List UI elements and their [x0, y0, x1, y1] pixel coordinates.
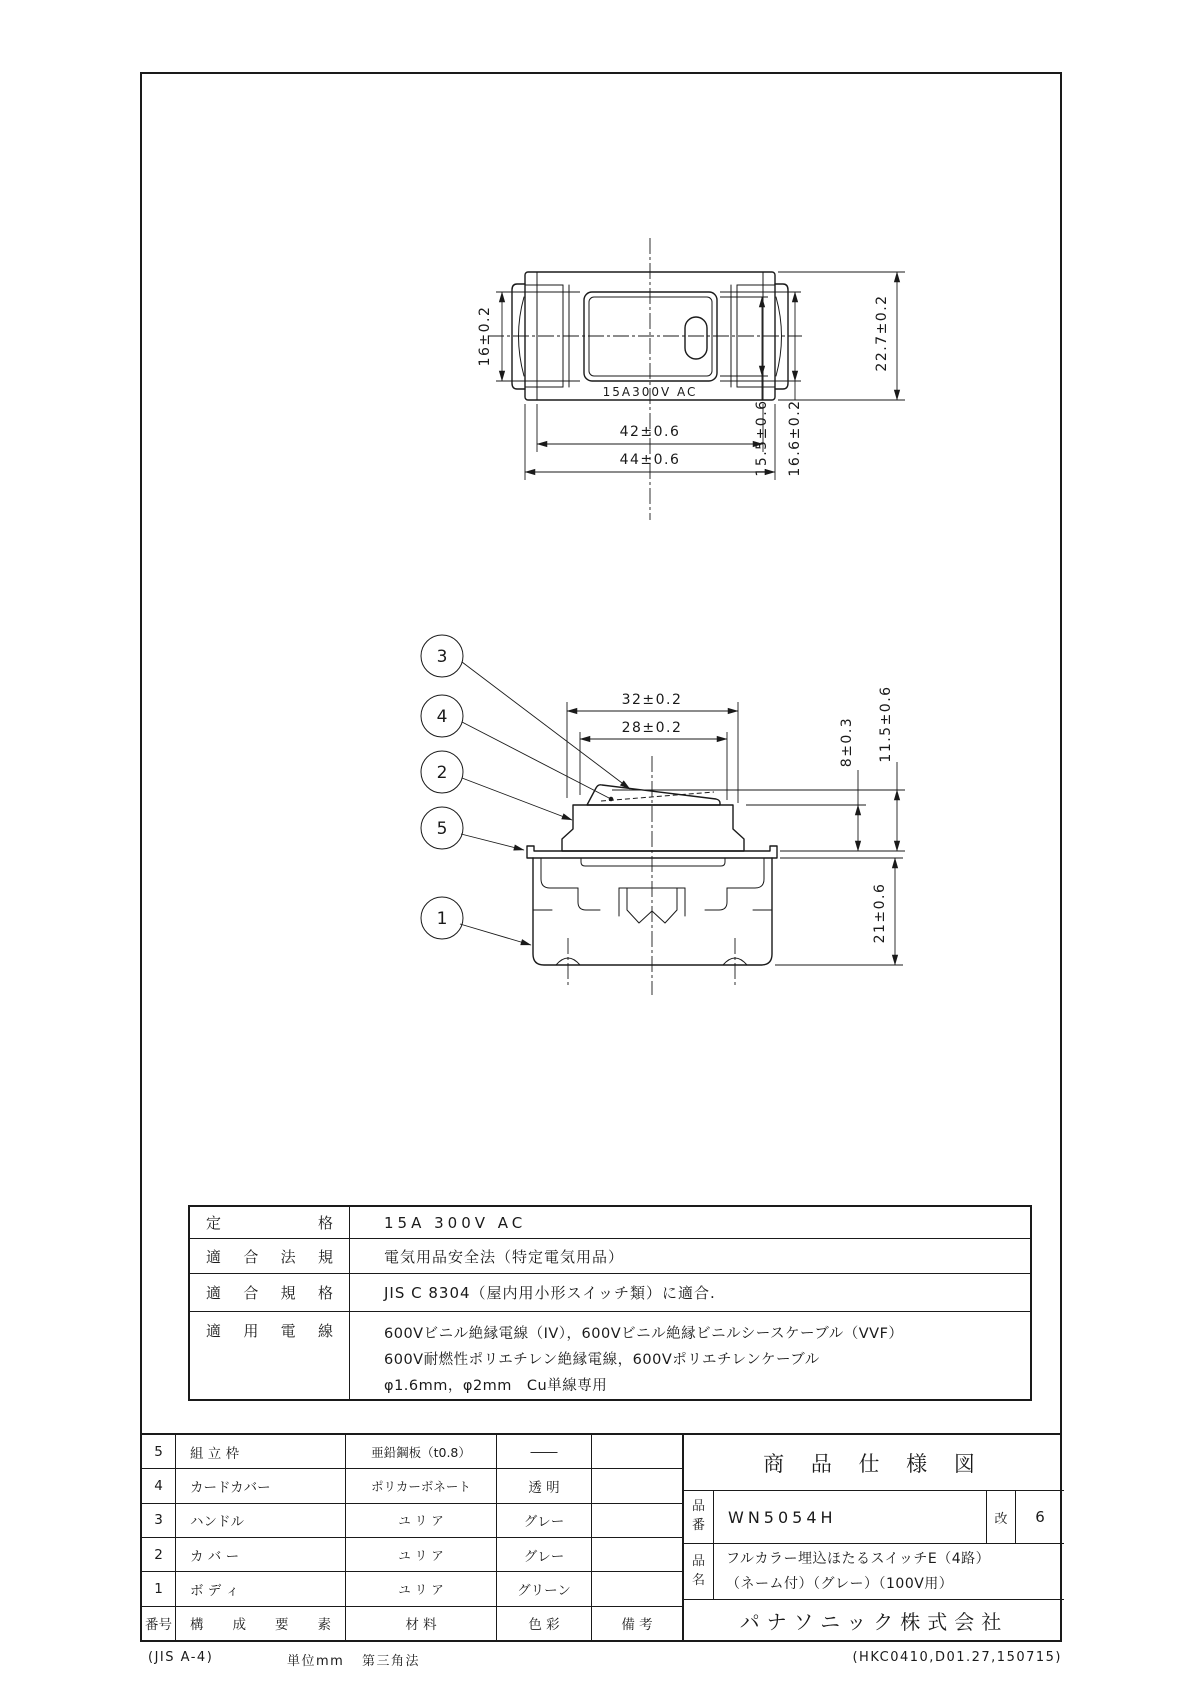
- dim-offset-b: 16.6±0.2: [787, 399, 803, 477]
- spec-row-wires: [190, 1312, 1030, 1399]
- pilot-lamp-window: [685, 317, 707, 359]
- unit-note: 単位mm: [287, 1654, 345, 1669]
- revision-value: 6: [1035, 1508, 1045, 1526]
- revision-label: 改: [986, 1491, 1016, 1543]
- part-number-label: 品番: [684, 1491, 714, 1543]
- balloon-3: [421, 635, 630, 789]
- rating-marking: 15A300V AC: [602, 385, 698, 399]
- balloon-5: [421, 807, 524, 850]
- card-cover-point: [609, 797, 614, 802]
- card-cover-outline: [584, 292, 717, 381]
- paper-size-note: (JIS A-4): [148, 1650, 214, 1665]
- parts-row-2: 2 カ バ ー ユ リ ア グレー: [142, 1538, 682, 1572]
- product-name-row: [684, 1544, 1064, 1600]
- dim-cover-height: 16±0.2: [477, 305, 493, 367]
- projection-note: 第三角法: [362, 1654, 421, 1669]
- standard-label: 適 合 規 格: [206, 1284, 333, 1303]
- dim-cover-height-side: 8±0.3: [839, 716, 855, 768]
- parts-row-5: 5 組 立 枠 亜鉛鋼板（t0.8） ――: [142, 1435, 682, 1469]
- rating-value: 15A 300V AC: [384, 1213, 527, 1232]
- company-name: パナソニック株式会社: [739, 1609, 1009, 1634]
- rating-label: 定 格: [206, 1214, 333, 1233]
- part-number-value: WN5054H: [728, 1507, 837, 1527]
- cover-outline: [562, 805, 744, 851]
- wire-line-3: φ1.6mm，φ2mm Cu単線専用: [384, 1378, 608, 1394]
- spec-row-rating: [190, 1207, 1030, 1239]
- svg-text:1: 1: [436, 909, 448, 929]
- parts-header-row: 番号 構 成 要 素 材 料 色 彩 備 考: [142, 1607, 682, 1640]
- wire-line-2: 600V耐燃性ポリエチレン絶縁電線，600Vポリエチレンケーブル: [384, 1352, 820, 1368]
- product-name-line2: （ネーム付）（グレー）（100V用）: [726, 1575, 954, 1592]
- dim-overall-height: 22.7±0.2: [874, 294, 890, 372]
- dim-handle-height: 11.5±0.6: [878, 685, 894, 763]
- standard-value: JIS C 8304（屋内用小形スイッチ類）に適合.: [384, 1284, 716, 1303]
- law-label: 適 合 法 規: [206, 1247, 333, 1266]
- dim-handle-width: 28±0.2: [621, 720, 683, 736]
- parts-row-4: 4 カードカバー ポリカーボネート 透 明: [142, 1469, 682, 1503]
- drawing-title: 商 品 仕 様 図: [684, 1435, 1064, 1491]
- spec-table: [188, 1205, 1032, 1401]
- dim-overall-width: 44±0.6: [619, 452, 681, 468]
- balloon-1: [421, 897, 531, 945]
- product-name-line1: フルカラー埋込ほたるスイッチE（4路）: [726, 1550, 991, 1567]
- balloon-4: [421, 695, 609, 798]
- dim-cover-width: 32±0.2: [621, 692, 683, 708]
- parts-table: [142, 1435, 682, 1640]
- spec-row-standard: [190, 1274, 1030, 1312]
- parts-row-3: 3 ハンドル ユ リ ア グレー: [142, 1504, 682, 1538]
- top-view: [477, 238, 905, 520]
- bottom-band: [140, 1433, 1062, 1642]
- svg-text:2: 2: [436, 763, 448, 783]
- spec-row-law: [190, 1239, 1030, 1274]
- svg-text:5: 5: [436, 819, 448, 839]
- side-view: [421, 635, 905, 995]
- law-value: 電気用品安全法（特定電気用品）: [384, 1247, 625, 1266]
- dim-body-depth: 21±0.6: [872, 882, 888, 944]
- parts-row-1: 1 ボ デ ィ ユ リ ア グリーン: [142, 1572, 682, 1606]
- dim-body-width: 42±0.6: [619, 424, 681, 440]
- part-number-row: [684, 1491, 1064, 1544]
- title-block: [682, 1435, 1064, 1640]
- document-number: (HKC0410,D01.27,150715): [852, 1650, 1062, 1665]
- product-name-label: 品名: [684, 1544, 714, 1599]
- balloon-2: [421, 751, 572, 820]
- dim-offset-a: 15.5±0.6: [754, 399, 770, 477]
- svg-text:4: 4: [436, 707, 448, 727]
- wire-label: 適 用 電 線: [206, 1322, 333, 1340]
- wire-line-1: 600Vビニル絶縁電線（IV），600Vビニル絶縁ビニルシースケーブル（VVF）: [384, 1326, 904, 1342]
- handle-outline: [587, 785, 720, 805]
- svg-text:3: 3: [436, 647, 448, 667]
